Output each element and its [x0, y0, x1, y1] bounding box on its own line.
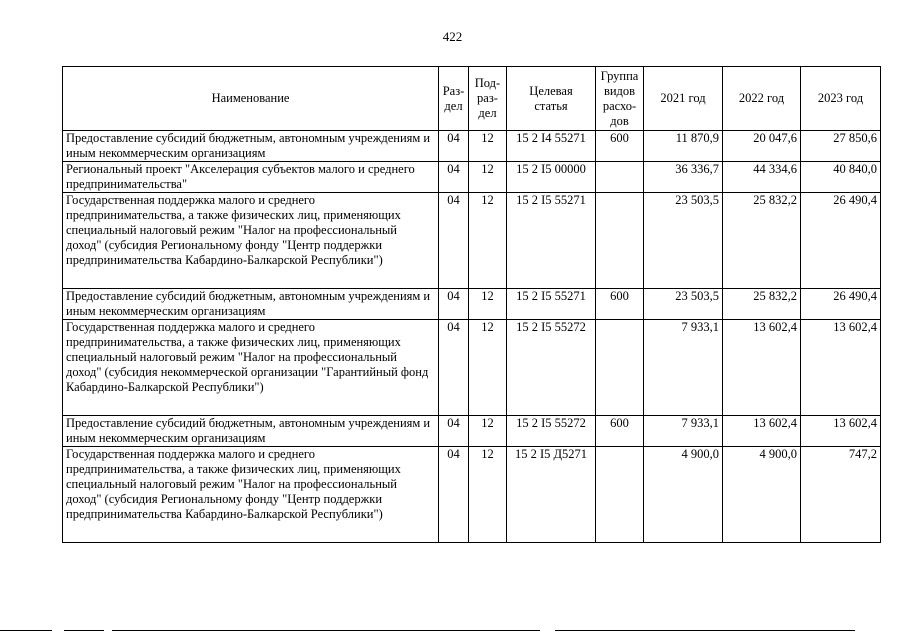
row-target: 15 2 I5 55272: [507, 416, 596, 447]
header-group: Группа видов расхо- дов: [596, 67, 644, 131]
row-2022: 4 900,0: [723, 447, 801, 543]
row-name: Государственная поддержка малого и среднего предпринимательства, а также физических лиц, применяющих специальный налоговый режим "Налог на профессиональный доход" (субсидия Региональному фонду "Центр поддержки предпринимательства Кабардино-Балкарской Республики"): [63, 447, 439, 543]
row-name: Предоставление субсидий бюджетным, автономным учреждениям и иным некоммерческим организациям: [63, 131, 439, 162]
row-razdel: 04: [439, 131, 469, 162]
row-target: 15 2 I4 55271: [507, 131, 596, 162]
row-2023: 27 850,6: [801, 131, 881, 162]
row-razdel: 04: [439, 193, 469, 289]
table-row: [63, 162, 881, 193]
row-2021: 23 503,5: [644, 289, 723, 320]
row-podrazdel: 12: [469, 447, 507, 543]
row-target: 15 2 I5 55271: [507, 193, 596, 289]
row-group: 600: [596, 131, 644, 162]
row-podrazdel: 12: [469, 193, 507, 289]
row-podrazdel: 12: [469, 416, 507, 447]
row-2022: 13 602,4: [723, 320, 801, 416]
row-2023: 26 490,4: [801, 289, 881, 320]
row-2021: 36 336,7: [644, 162, 723, 193]
footer-rule: [0, 630, 905, 634]
row-2021: 7 933,1: [644, 320, 723, 416]
row-name: Государственная поддержка малого и среднего предпринимательства, а также физических лиц, применяющих специальный налоговый режим "Налог на профессиональный доход" (субсидия Региональному фонду "Центр поддержки предпринимательства Кабардино-Балкарской Республики"): [63, 193, 439, 289]
header-2022: 2022 год: [723, 67, 801, 131]
row-razdel: 04: [439, 416, 469, 447]
row-2022: 20 047,6: [723, 131, 801, 162]
row-razdel: 04: [439, 447, 469, 543]
row-podrazdel: 12: [469, 320, 507, 416]
table-row: [63, 416, 881, 447]
row-podrazdel: 12: [469, 289, 507, 320]
row-2023: 26 490,4: [801, 193, 881, 289]
row-group: 600: [596, 289, 644, 320]
row-target: 15 2 I5 55271: [507, 289, 596, 320]
row-target: 15 2 I5 Д5271: [507, 447, 596, 543]
row-razdel: 04: [439, 289, 469, 320]
row-2021: 7 933,1: [644, 416, 723, 447]
header-name: Наименование: [63, 67, 439, 131]
row-2021: 11 870,9: [644, 131, 723, 162]
row-2023: 40 840,0: [801, 162, 881, 193]
row-2022: 25 832,2: [723, 289, 801, 320]
row-razdel: 04: [439, 162, 469, 193]
header-row: [63, 67, 881, 131]
row-group: 600: [596, 416, 644, 447]
row-podrazdel: 12: [469, 131, 507, 162]
row-2021: 4 900,0: [644, 447, 723, 543]
row-group: [596, 193, 644, 289]
row-2022: 13 602,4: [723, 416, 801, 447]
row-2023: 13 602,4: [801, 416, 881, 447]
row-group: [596, 162, 644, 193]
row-2022: 44 334,6: [723, 162, 801, 193]
row-group: [596, 447, 644, 543]
row-target: 15 2 I5 00000: [507, 162, 596, 193]
row-group: [596, 320, 644, 416]
table-row: [63, 447, 881, 543]
row-name: Региональный проект "Акселерация субъектов малого и среднего предпринимательства": [63, 162, 439, 193]
page-number: 422: [442, 29, 463, 44]
header-2023: 2023 год: [801, 67, 881, 131]
row-name: Предоставление субсидий бюджетным, автономным учреждениям и иным некоммерческим организациям: [63, 289, 439, 320]
row-2022: 25 832,2: [723, 193, 801, 289]
row-name: Государственная поддержка малого и среднего предпринимательства, а также физических лиц, применяющих специальный налоговый режим "Налог на профессиональный доход" (субсидия некоммерческой организации "Гарантийный фонд Кабардино-Балкарской Республики"): [63, 320, 439, 416]
row-podrazdel: 12: [469, 162, 507, 193]
row-target: 15 2 I5 55272: [507, 320, 596, 416]
row-2023: 13 602,4: [801, 320, 881, 416]
row-2023: 747,2: [801, 447, 881, 543]
row-name: Предоставление субсидий бюджетным, автономным учреждениям и иным некоммерческим организациям: [63, 416, 439, 447]
header-target: Целевая статья: [507, 67, 596, 131]
header-2021: 2021 год: [644, 67, 723, 131]
row-razdel: 04: [439, 320, 469, 416]
table-row: [63, 320, 881, 416]
table-row: [63, 193, 881, 289]
header-podrazdel: Под- раз- дел: [469, 67, 507, 131]
table-row: [63, 131, 881, 162]
row-2021: 23 503,5: [644, 193, 723, 289]
table-row: [63, 289, 881, 320]
header-razdel: Раз- дел: [439, 67, 469, 131]
budget-table: [62, 66, 881, 543]
